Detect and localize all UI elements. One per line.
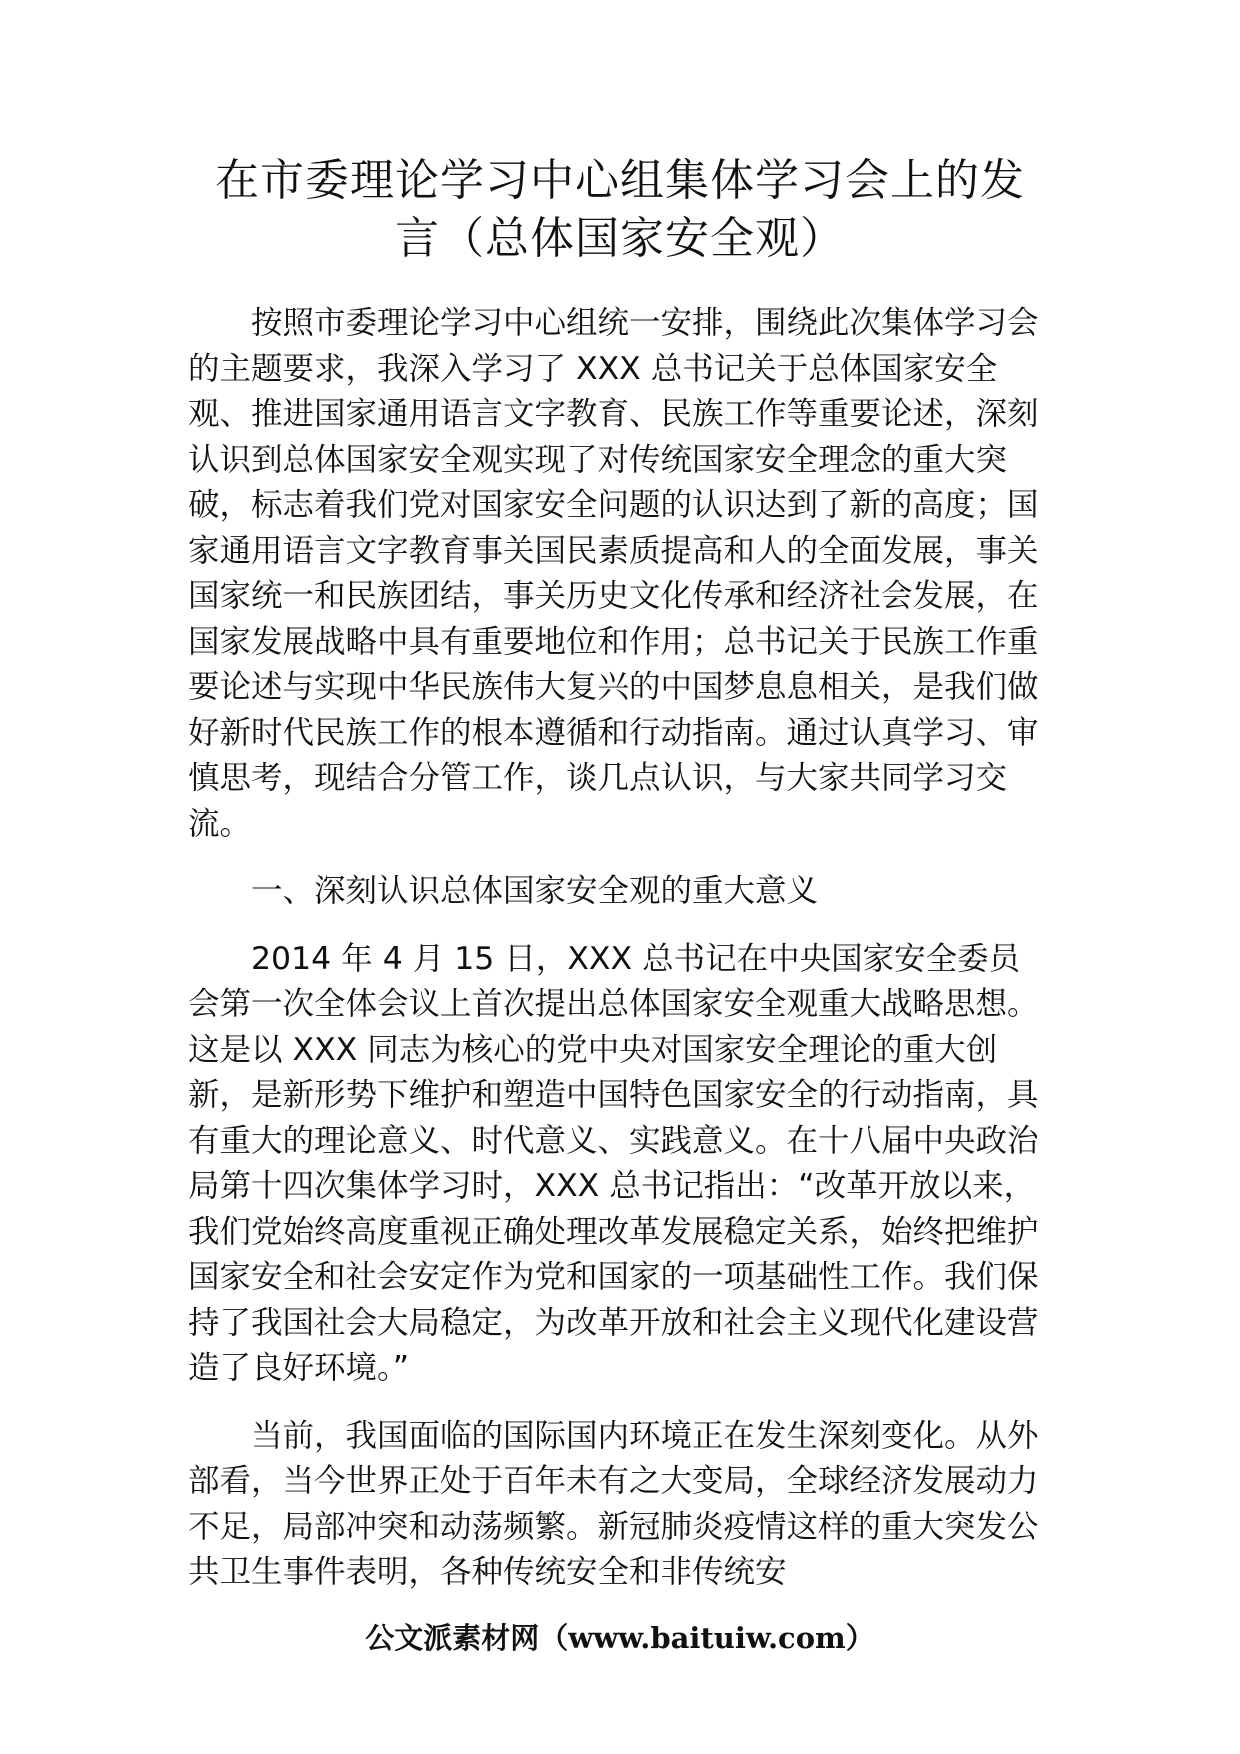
document-title <box>150 152 1090 268</box>
document-body <box>188 301 1050 1596</box>
paragraph-current: 当前，我国面临的国际国内环境正在发生深刻变化。从外部看，当今世界正处于百年未有之大变局，全球经济发展动力不足，局部冲突和动荡频繁。新冠肺炎疫情这样的重大突发公共卫生事件表明，各种传统安全和非传统安 <box>188 1417 1039 1590</box>
paragraph-intro: 按照市委理论学习中心组统一安排，围绕此次集体学习会的主题要求，我深入学习了 XXX 总书记关于总体国家安全观、推进国家通用语言文字教育、民族工作等重要论述，深刻认识到总体国家安全观实现了对传统国家安全理念的重大突破，标志着我们党对国家安全问题的认识达到了新的高度；国家通用语言文字教育事关国民素质提高和人的全面发展，事关国家统一和民族团结，事关历史文化传承和经济社会发展，在国家发展战略中具有重要地位和作用；总书记关于民族工作重要论述与实现中华民族伟大复兴的中国梦息息相关，是我们做好新时代民族工作的根本遵循和行动指南。通过认真学习、审慎思考，现结合分管工作，谈几点认识，与大家共同学习交流。 <box>188 305 1039 842</box>
title-line-2: 言（总体国家安全观） <box>395 213 845 264</box>
title-line-1: 在市委理论学习中心组集体学习会上的发 <box>215 155 1025 206</box>
section-heading: 一、深刻认识总体国家安全观的重大意义 <box>251 873 819 909</box>
footer-watermark: 公文派素材网（www.baituiw.com） <box>365 1621 875 1655</box>
paragraph-history: 2014 年 4 月 15 日，XXX 总书记在中央国家安全委员会第一次全体会议上首次提出总体国家安全观重大战略思想。这是以 XXX 同志为核心的党中央对国家安全理论的重大创新，是新形势下维护和塑造中国特色国家安全的行动指南，具有重大的理论意义、时代意义、实践意义。在十八届中央政治局第十四次集体学习时，XXX 总书记指出：“改革开放以来，我们党始终高度重视正确处理改革发展稳定关系，始终把维护国家安全和社会安定作为党和国家的一项基础性工作。我们保持了我国社会大局稳定，为改革开放和社会主义现代化建设营造了良好环境。” <box>188 940 1039 1386</box>
